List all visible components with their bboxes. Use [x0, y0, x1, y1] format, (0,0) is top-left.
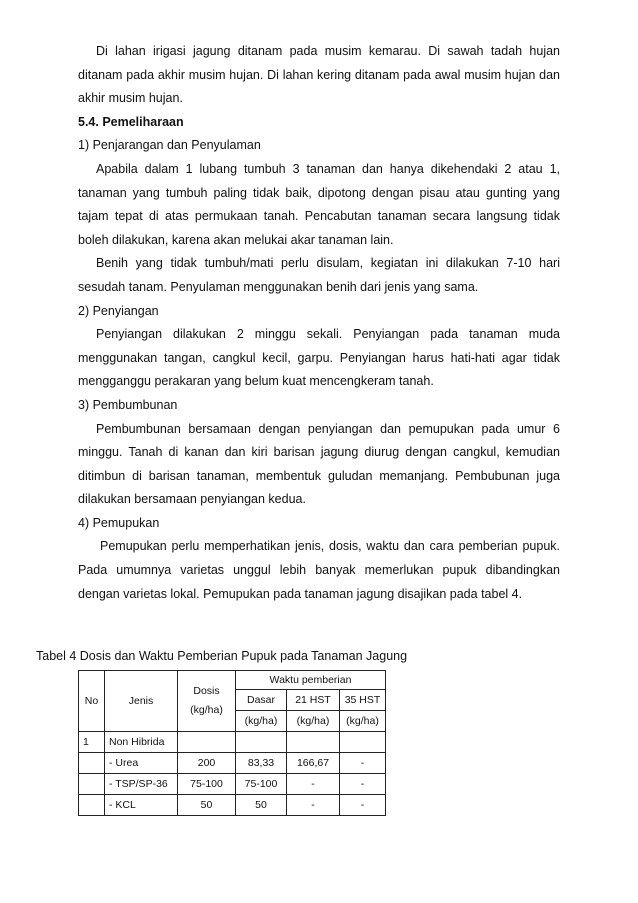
- header-dosis-unit: (kg/ha): [190, 704, 223, 716]
- header-21-hst: 21 HST: [287, 690, 340, 711]
- table-row: [79, 753, 386, 774]
- row-21-hst: 166,67: [287, 753, 340, 774]
- row-21-hst: -: [287, 774, 340, 795]
- pemupukan-paragraph: Pemupukan perlu memperhatikan jenis, dosis, waktu dan cara pemberian pupuk. Pada umumnya varietas unggul lebih banyak memerlukan pupuk dibandingkan dengan varietas lokal. Pemupukan pada tanaman jagung disajikan pada tabel 4.: [78, 539, 560, 601]
- empty-cell: [340, 732, 386, 753]
- header-no: No: [79, 671, 105, 732]
- subsection-title-pembumbunan: 3) Pembumbunan: [78, 397, 178, 412]
- header-unit-dasar: (kg/ha): [236, 711, 287, 732]
- section-heading: 5.4. Pemeliharaan: [78, 114, 184, 129]
- row-jenis: - KCL: [105, 795, 178, 816]
- row-dosis: 200: [178, 753, 236, 774]
- group-no: 1: [79, 732, 105, 753]
- row-35-hst: -: [340, 795, 386, 816]
- empty-cell: [287, 732, 340, 753]
- row-35-hst: -: [340, 774, 386, 795]
- penjarangan-paragraph-1: Apabila dalam 1 lubang tumbuh 3 tanaman dan hanya dikehendaki 2 atau 1, tanaman yang tumbuh paling tidak baik, dipotong dengan pisau atau gunting yang tajam tepat di atas permukaan tanah. Pencabutan tanaman secara langsung tidak boleh dilakukan, karena akan melukai akar tanaman lain.: [78, 161, 560, 247]
- subsection-title-penjarangan: 1) Penjarangan dan Penyulaman: [78, 138, 261, 153]
- header-unit-21: (kg/ha): [287, 711, 340, 732]
- header-dosis: [178, 671, 236, 732]
- table-row: [79, 774, 386, 795]
- empty-cell: [79, 774, 105, 795]
- penjarangan-paragraph-2: Benih yang tidak tumbuh/mati perlu disulam, kegiatan ini dilakukan 7-10 hari sesudah tanam. Penyulaman menggunakan benih dari jenis yang sama.: [78, 256, 560, 294]
- row-dasar: 75-100: [236, 774, 287, 795]
- empty-cell: [236, 732, 287, 753]
- header-waktu-pemberian: Waktu pemberian: [236, 671, 386, 690]
- row-21-hst: -: [287, 795, 340, 816]
- document-body: [78, 40, 560, 606]
- intro-paragraph: Di lahan irigasi jagung ditanam pada musim kemarau. Di sawah tadah hujan ditanam pada akhir musim hujan. Di lahan kering ditanam pada awal musim hujan dan akhir musim hujan.: [78, 44, 560, 106]
- row-jenis: - TSP/SP-36: [105, 774, 178, 795]
- fertilizer-table: [78, 670, 386, 816]
- header-35-hst: 35 HST: [340, 690, 386, 711]
- empty-cell: [178, 732, 236, 753]
- row-dasar: 83,33: [236, 753, 287, 774]
- table-group-row: [79, 732, 386, 753]
- table-row: [79, 795, 386, 816]
- pembumbunan-paragraph: Pembumbunan bersamaan dengan penyiangan dan pemupukan pada umur 6 minggu. Tanah di kanan dan kiri barisan jagung diurug dengan cangkul, kemudian ditimbun di barisan tanaman, membentuk guludan memanjang. Pembubunan juga dilakukan bersamaan penyiangan kedua.: [78, 421, 560, 507]
- empty-cell: [79, 795, 105, 816]
- row-jenis: - Urea: [105, 753, 178, 774]
- table-header-row-1: [79, 671, 386, 690]
- table-caption: Tabel 4 Dosis dan Waktu Pemberian Pupuk pada Tanaman Jagung: [36, 649, 408, 663]
- subsection-title-penyiangan: 2) Penyiangan: [78, 303, 159, 318]
- header-unit-35: (kg/ha): [340, 711, 386, 732]
- row-dosis: 75-100: [178, 774, 236, 795]
- row-dosis: 50: [178, 795, 236, 816]
- header-dosis-label: Dosis: [193, 685, 220, 697]
- empty-cell: [79, 753, 105, 774]
- group-name: Non Hibrida: [105, 732, 178, 753]
- header-jenis: Jenis: [105, 671, 178, 732]
- header-dasar: Dasar: [236, 690, 287, 711]
- penyiangan-paragraph: Penyiangan dilakukan 2 minggu sekali. Penyiangan pada tanaman muda menggunakan tangan, cangkul kecil, garpu. Penyiangan harus hati-hati agar tidak mengganggu perakaran yang belum kuat mencengkeram tanah.: [78, 327, 560, 389]
- row-35-hst: -: [340, 753, 386, 774]
- subsection-title-pemupukan: 4) Pemupukan: [78, 515, 160, 530]
- row-dasar: 50: [236, 795, 287, 816]
